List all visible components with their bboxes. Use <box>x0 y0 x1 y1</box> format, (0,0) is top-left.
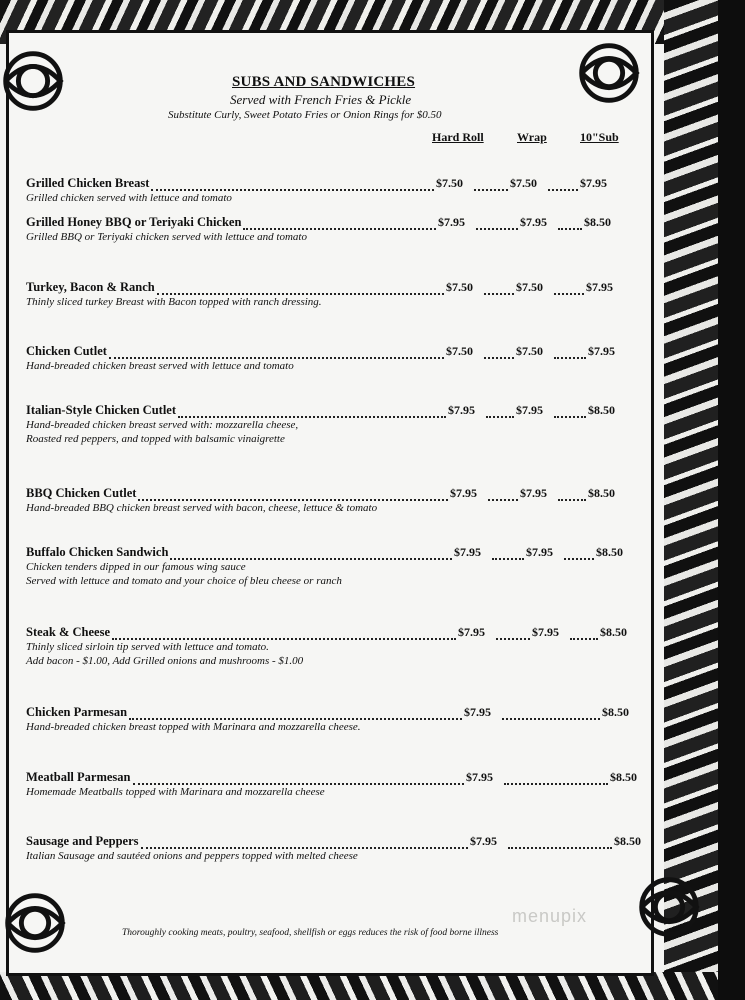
leader-dots <box>488 489 518 501</box>
corner-ornament-top-right <box>570 34 648 112</box>
leader-dots <box>129 708 462 720</box>
leader-dots <box>138 489 448 501</box>
menu-item-price: $8.50 <box>596 545 623 559</box>
leader-dots <box>554 347 586 359</box>
menu-item-description: Homemade Meatballs topped with Marinara and mozzarella cheese <box>26 786 325 798</box>
leader-dots <box>564 548 594 560</box>
leader-dots <box>243 218 436 230</box>
menu-item-price: $8.50 <box>584 215 611 229</box>
menu-item-name: Chicken Parmesan <box>26 705 128 719</box>
menu-item-price: $8.50 <box>588 403 615 417</box>
leader-dots <box>112 628 456 640</box>
menu-item-price: $7.95 <box>588 344 615 358</box>
leader-dots <box>502 708 600 720</box>
leader-dots <box>548 179 578 191</box>
menu-item <box>26 625 636 668</box>
menu-item-price: $7.95 <box>526 545 553 559</box>
menu-item-price: $7.95 <box>470 834 497 848</box>
menu-item-price: $8.50 <box>588 486 615 500</box>
leader-dots <box>496 628 530 640</box>
menu-item-description: Roasted red peppers, and topped with balsamic vinaigrette <box>26 433 285 445</box>
corner-ornament-top-left <box>0 42 72 120</box>
menu-item-price: $8.50 <box>610 770 637 784</box>
menu-item-price: $7.95 <box>464 705 491 719</box>
leader-dots <box>178 406 446 418</box>
menu-item-price: $7.95 <box>532 625 559 639</box>
menu-item <box>26 486 636 515</box>
leader-dots <box>492 548 524 560</box>
menu-subtitle: Served with French Fries & Pickle <box>230 92 412 107</box>
leader-dots <box>151 179 434 191</box>
menu-item-price: $7.95 <box>450 486 477 500</box>
column-header-wrap: Wrap <box>517 130 547 144</box>
column-header-hard-roll: Hard Roll <box>432 130 484 144</box>
menu-item-price: $7.95 <box>586 280 613 294</box>
leader-dots <box>558 489 586 501</box>
menu-item <box>26 834 641 863</box>
menu-item-description: Thinly sliced sirloin tip served with lettuce and tomato. <box>26 641 269 653</box>
menu-item-price: $7.95 <box>458 625 485 639</box>
menu-item <box>26 545 636 588</box>
menu-item-price: $7.50 <box>510 176 537 190</box>
leader-dots <box>157 283 444 295</box>
menu-item-price: $8.50 <box>602 705 629 719</box>
menu-section-title: SUBS AND SANDWICHES <box>232 74 416 90</box>
menu-item-description: Grilled chicken served with lettuce and tomato <box>26 192 232 204</box>
leader-dots <box>133 773 464 785</box>
leader-dots <box>141 837 468 849</box>
menu-item-name: Turkey, Bacon & Ranch <box>26 280 155 294</box>
menu-item-name: BBQ Chicken Cutlet <box>26 486 137 500</box>
menu-item-price: $7.50 <box>436 176 463 190</box>
corner-ornament-bottom-left <box>0 884 74 962</box>
menu-item-name: Buffalo Chicken Sandwich <box>26 545 169 559</box>
leader-dots <box>476 218 518 230</box>
menu-item-price: $7.95 <box>466 770 493 784</box>
menu-item-price: $7.95 <box>520 215 547 229</box>
menu-item-name: Italian-Style Chicken Cutlet <box>26 403 176 417</box>
menu-item-description: Served with lettuce and tomato and your choice of bleu cheese or ranch <box>26 575 342 587</box>
menu-item-name: Meatball Parmesan <box>26 770 131 784</box>
menu-item-description: Grilled BBQ or Teriyaki chicken served with lettuce and tomato <box>26 231 307 243</box>
decorative-border-bottom <box>0 972 718 1000</box>
leader-dots <box>554 283 584 295</box>
menu-item-price: $7.95 <box>516 403 543 417</box>
leader-dots <box>474 179 508 191</box>
menu-item-name: Steak & Cheese <box>26 625 111 639</box>
menu-item <box>26 403 636 446</box>
leader-dots <box>170 548 452 560</box>
menu-item-name: Chicken Cutlet <box>26 344 107 358</box>
decorative-border-right <box>664 0 718 1000</box>
leader-dots <box>504 773 608 785</box>
menu-item-price: $8.50 <box>600 625 627 639</box>
column-header-10-sub: 10"Sub <box>580 130 619 144</box>
food-safety-note: Thoroughly cooking meats, poultry, seafood, shellfish or eggs reduces the risk of food borne illness <box>122 928 499 938</box>
leader-dots <box>484 347 514 359</box>
menu-item-name: Sausage and Peppers <box>26 834 139 848</box>
menu-item-description: Hand-breaded chicken breast served with: mozzarella cheese, <box>26 419 299 431</box>
menu-item-price: $7.95 <box>438 215 465 229</box>
menu-item-price: $7.95 <box>448 403 475 417</box>
menu-item-price: $7.50 <box>516 344 543 358</box>
menu-item-description: Add bacon - $1.00, Add Grilled onions and mushrooms - $1.00 <box>26 655 304 667</box>
watermark-text: menupix <box>512 906 588 926</box>
menu-item-name: Grilled Honey BBQ or Teriyaki Chicken <box>26 215 242 229</box>
menu-item <box>26 770 636 799</box>
menu-item-description: Hand-breaded BBQ chicken breast served with bacon, cheese, lettuce & tomato <box>26 502 378 514</box>
leader-dots <box>558 218 582 230</box>
menu-item <box>26 344 636 373</box>
leader-dots <box>570 628 598 640</box>
menu-item-description: Chicken tenders dipped in our famous wing sauce <box>26 561 246 573</box>
menu-item-price: $7.50 <box>446 344 473 358</box>
corner-ornament-bottom-right <box>630 868 708 946</box>
menu-item-price: $8.50 <box>614 834 641 848</box>
substitute-note: Substitute Curly, Sweet Potato Fries or Onion Rings for $0.50 <box>168 109 442 121</box>
menu-item-description: Hand-breaded chicken breast topped with Marinara and mozzarella cheese. <box>26 721 361 733</box>
leader-dots <box>109 347 444 359</box>
menu-item-price: $7.95 <box>520 486 547 500</box>
menu-item-description: Hand-breaded chicken breast served with lettuce and tomato <box>26 360 294 372</box>
leader-dots <box>486 406 514 418</box>
menu-item <box>26 176 636 205</box>
menu-item-price: $7.50 <box>516 280 543 294</box>
menu-item-description: Thinly sliced turkey Breast with Bacon topped with ranch dressing. <box>26 296 322 308</box>
menu-item-price: $7.95 <box>580 176 607 190</box>
leader-dots <box>554 406 586 418</box>
menu-item-description: Italian Sausage and sautéed onions and peppers topped with melted cheese <box>26 850 358 862</box>
menu-item-price: $7.50 <box>446 280 473 294</box>
menu-item-name: Grilled Chicken Breast <box>26 176 150 190</box>
leader-dots <box>484 283 514 295</box>
menu-item <box>26 215 636 244</box>
menu-item <box>26 280 636 309</box>
menu-item <box>26 705 636 734</box>
menu-item-price: $7.95 <box>454 545 481 559</box>
leader-dots <box>508 837 612 849</box>
